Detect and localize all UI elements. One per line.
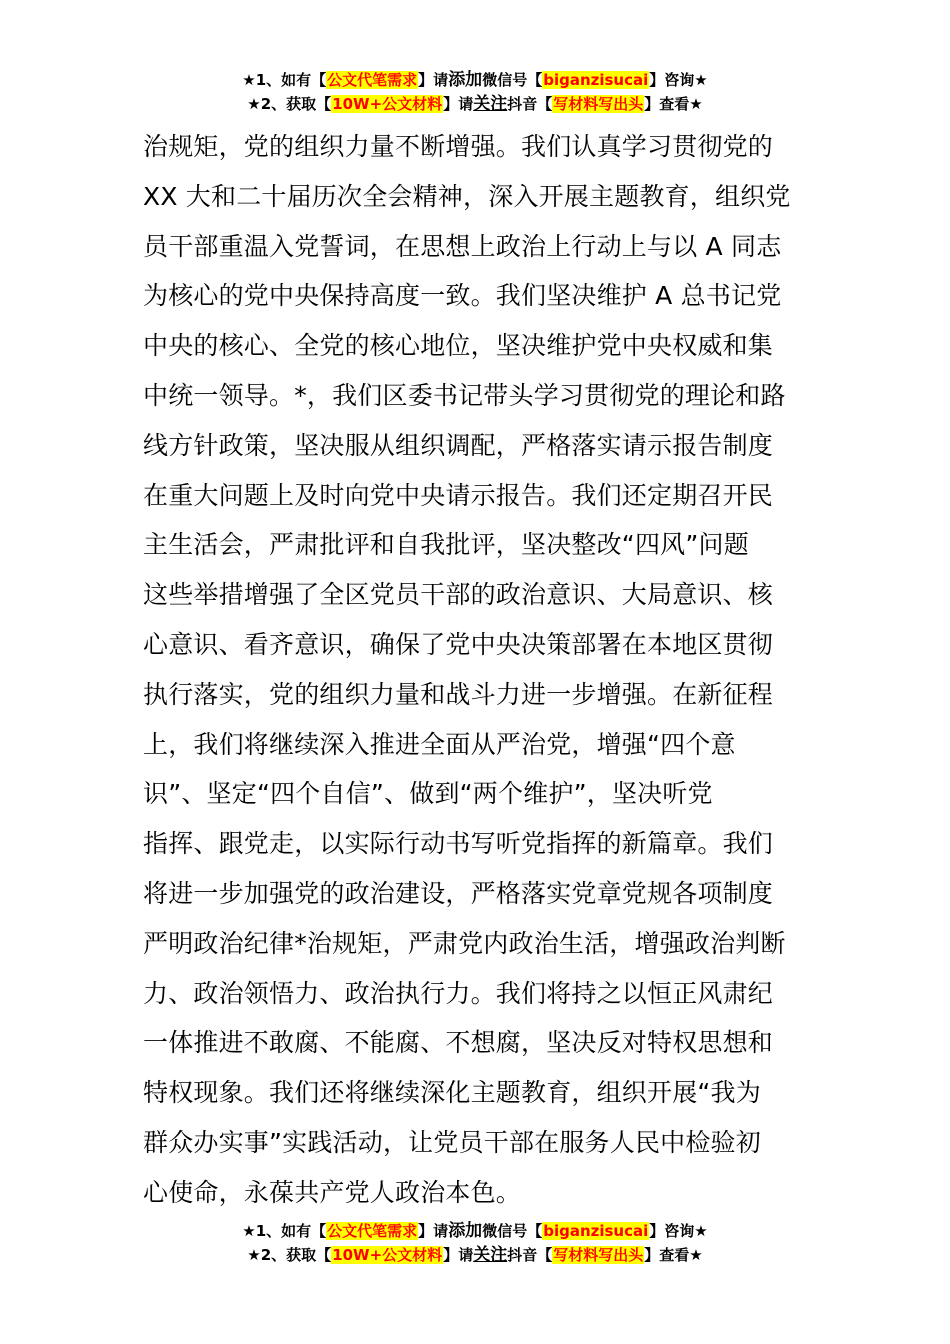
body-line: 执行落实，党的组织力量和战斗力进一步增强。在新征程 (143, 679, 774, 709)
body-line: 中央的核心、全党的核心地位，坚决维护党中央权威和集 (143, 331, 774, 361)
materials-highlight: 10W+公文材料 (332, 95, 443, 113)
banner-line-2: ★2、获取【10W+公文材料】请关注抖音【写材料写出头】查看★ (247, 94, 703, 114)
service-highlight: 公文代笔需求 (327, 1222, 418, 1240)
document-body (143, 122, 815, 1218)
body-line: 心使命，永葆共产党人政治本色。 (143, 1177, 522, 1207)
body-line: 员干部重温入党誓词，在思想上政治上行动上与以 A 同志 (143, 231, 782, 261)
body-line: 治规矩，党的组织力量不断增强。我们认真学习贯彻党的 (143, 132, 774, 161)
body-line: 一体推进不敢腐、不能腐、不想腐，坚决反对特权思想和 (143, 1028, 774, 1058)
body-line: XX 大和二十届历次全会精神，深入开展主题教育，组织党 (143, 181, 791, 211)
douyin-account-highlight: 写材料写出头 (553, 1246, 644, 1264)
banner-line-2: ★2、获取【10W+公文材料】请关注抖音【写材料写出头】查看★ (247, 1245, 703, 1265)
wechat-id-highlight: biganzisucai (543, 1222, 649, 1240)
body-line: 力、政治领悟力、政治执行力。我们将持之以恒正风肃纪 (143, 978, 774, 1008)
body-line: 识”、坚定“四个自信”、做到“两个维护”，坚决听党 (143, 779, 713, 809)
douyin-account-highlight: 写材料写出头 (553, 95, 644, 113)
body-line: 线方针政策，坚决服从组织调配，严格落实请示报告制度 (143, 430, 774, 460)
body-line: 严明政治纪律*治规矩，严肃党内政治生活，增强政治判断 (143, 928, 786, 958)
service-highlight: 公文代笔需求 (327, 71, 418, 89)
body-line: 群众办实事”实践活动，让党员干部在服务人民中检验初 (143, 1127, 761, 1157)
body-line: 上，我们将继续深入推进全面从严治党，增强“四个意 (143, 729, 736, 759)
body-line: 这些举措增强了全区党员干部的政治意识、大局意识、核 (143, 580, 774, 610)
top-banner (0, 70, 950, 118)
wechat-id-highlight: biganzisucai (543, 71, 649, 89)
body-line: 指挥、跟党走，以实际行动书写听党指挥的新篇章。我们 (143, 829, 774, 859)
body-line: 主生活会，严肃批评和自我批评，坚决整改“四风”问题 (143, 530, 749, 560)
body-line: 心意识、看齐意识，确保了党中央决策部署在本地区贯彻 (143, 629, 774, 659)
body-line: 为核心的党中央保持高度一致。我们坚决维护 A 总书记党 (143, 281, 782, 311)
banner-line-1: ★1、如有【公文代笔需求】请添加微信号【biganzisucai】咨询★ (242, 1221, 708, 1241)
materials-highlight: 10W+公文材料 (332, 1246, 443, 1264)
bottom-banner (0, 1221, 950, 1269)
body-line: 在重大问题上及时向党中央请示报告。我们还定期召开民 (143, 480, 774, 510)
banner-line-1: ★1、如有【公文代笔需求】请添加微信号【biganzisucai】咨询★ (242, 70, 708, 90)
body-line: 将进一步加强党的政治建设，严格落实党章党规各项制度 (143, 878, 774, 908)
body-line: 中统一领导。*，我们区委书记带头学习贯彻党的理论和路 (143, 380, 786, 410)
body-line: 特权现象。我们还将继续深化主题教育，组织开展“我为 (143, 1078, 761, 1108)
